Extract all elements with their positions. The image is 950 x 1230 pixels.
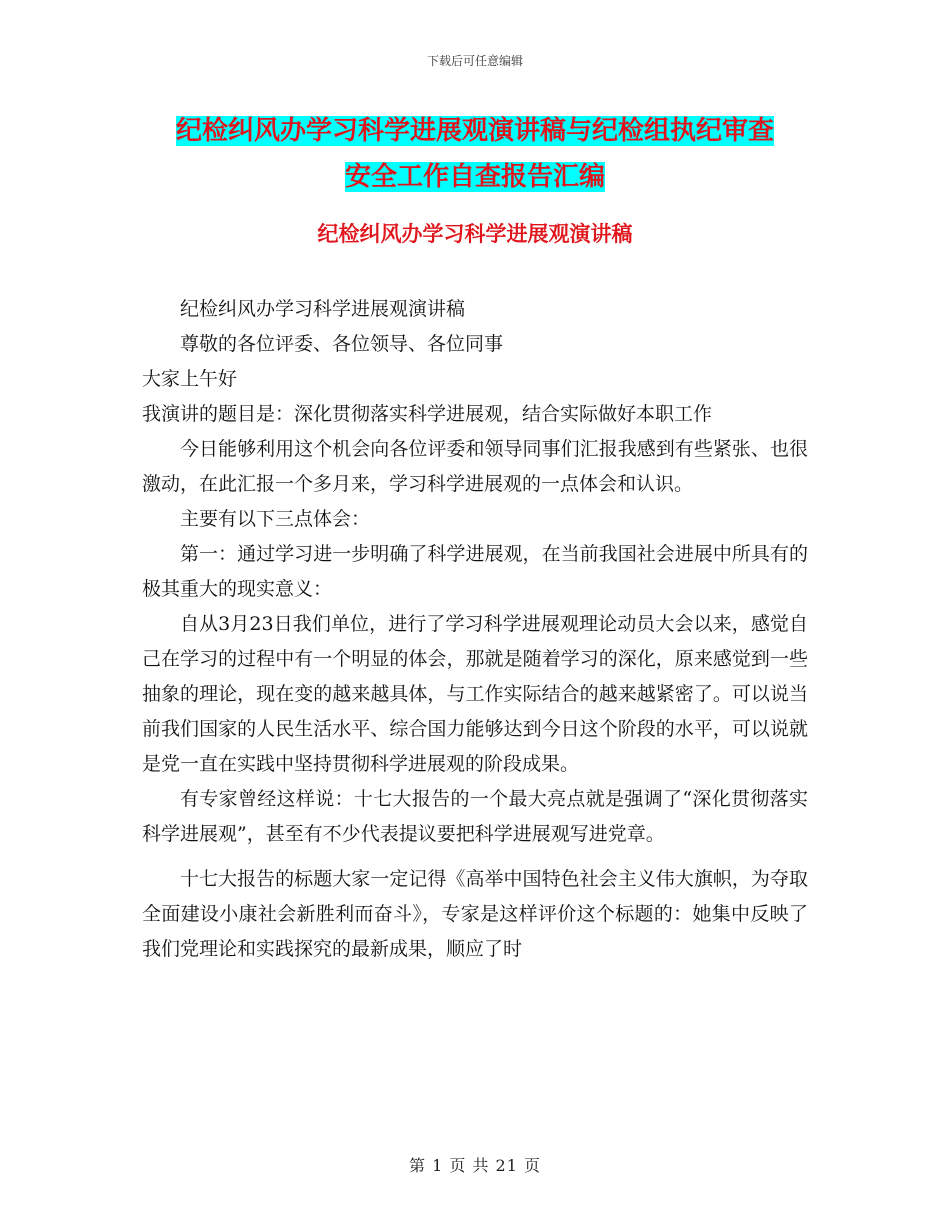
page-footer: 第 1 页 共 21 页 xyxy=(409,1156,541,1175)
paragraph-subtitle: 纪检纠风办学习科学进展观演讲稿 xyxy=(180,298,466,320)
document-title-line-1: 纪检纠风办学习科学进展观演讲稿与纪检组执纪审查 xyxy=(175,116,774,146)
paragraph-point-one: 第一：通过学习进一步明确了科学进展观，在当前我国社会进展中所具有的极其重大的现实意义： xyxy=(142,543,808,600)
document-body xyxy=(142,292,808,967)
section-title: 纪检纠风办学习科学进展观演讲稿 xyxy=(317,222,633,246)
paragraph-intro: 今日能够利用这个机会向各位评委和领导同事们汇报我感到有些紧张、也很激动，在此汇报一个多月来，学习科学进展观的一点体会和认识。 xyxy=(142,438,808,495)
page-header-note: 下载后可任意编辑 xyxy=(426,54,523,68)
document-title xyxy=(140,108,810,200)
paragraph-body-1: 自从3月23日我们单位，进行了学习科学进展观理论动员大会以来，感觉自己在学习的过程中有一个明显的体会，那就是随着学习的深化，原来感觉到一些抽象的理论，现在变的越来越具体，与工作实际结合的越来越紧密了。可以说当前我们国家的人民生活水平、综合国力能够达到今日这个阶段的水平，可以说就是党一直在实践中坚持贯彻科学进展观的阶段成果。 xyxy=(142,613,808,775)
paragraph-points-heading: 主要有以下三点体会： xyxy=(180,508,371,530)
document-title-line-2: 安全工作自查报告汇编 xyxy=(344,162,605,192)
paragraph-body-2: 有专家曾经这样说：十七大报告的一个最大亮点就是强调了“深化贯彻落实科学进展观”，甚至有不少代表提议要把科学进展观写进党章。 xyxy=(142,788,808,845)
paragraph-topic: 我演讲的题目是：深化贯彻落实科学进展观，结合实际做好本职工作 xyxy=(142,403,713,425)
paragraph-greeting: 大家上午好 xyxy=(142,368,238,390)
paragraph-body-3: 十七大报告的标题大家一定记得《高举中国特色社会主义伟大旗帜，为夺取全面建设小康社会新胜利而奋斗》，专家是这样评价这个标题的：她集中反映了我们党理论和实践探究的最新成果，顺应了时 xyxy=(142,868,808,960)
paragraph-salutation: 尊敬的各位评委、各位领导、各位同事 xyxy=(180,333,504,355)
